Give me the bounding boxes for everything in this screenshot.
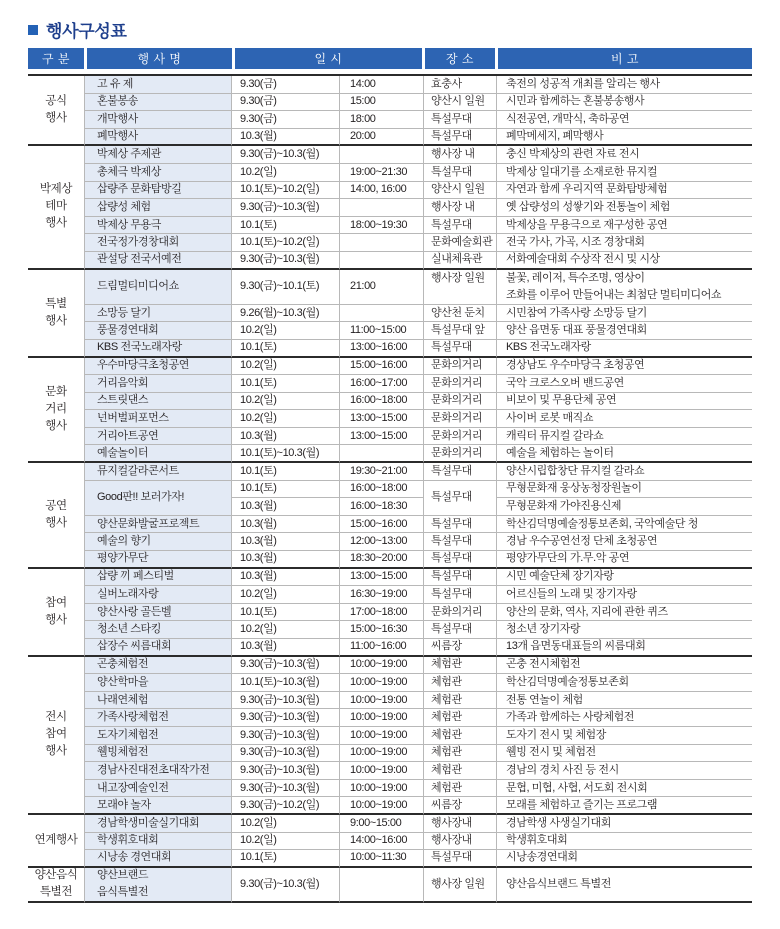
group-label-line: 참여 — [45, 728, 67, 741]
event-place: 체험관 — [424, 657, 497, 675]
event-note: 비보이 및 무용단체 공연 — [497, 393, 752, 411]
event-name: 양산사랑 골든벨 — [85, 604, 232, 622]
event-note: 평양가무단의 가.무.악 공연 — [497, 551, 752, 569]
event-name: 시낭송 경연대회 — [85, 850, 232, 868]
event-time: 11:00~15:00 — [340, 322, 424, 340]
event-note: 경상남도 우수마당극 초청공연 — [497, 358, 752, 376]
group-label-line: 거리 — [45, 402, 67, 415]
group-label-line: 행사 — [45, 613, 67, 626]
event-time: 16:00~17:00 — [340, 375, 424, 393]
event-time: 17:00~18:00 — [340, 604, 424, 622]
event-date: 9.30(금)~10.2(일) — [232, 797, 340, 815]
group-label — [28, 815, 85, 868]
event-place: 특설무대 앞 — [424, 322, 497, 340]
event-name: 나래연체험 — [85, 692, 232, 710]
event-note: 전통 연놀이 체험 — [497, 692, 752, 710]
event-time: 16:00~18:00 — [340, 481, 424, 499]
group-label-line: 행사 — [45, 516, 67, 529]
event-place: 양산시 일원 — [424, 94, 497, 112]
event-place: 특설무대 — [424, 463, 497, 481]
event-date: 10.2(일) — [232, 621, 340, 639]
event-time: 18:30~20:00 — [340, 551, 424, 569]
event-place: 체험관 — [424, 709, 497, 727]
event-name: 도자기체험전 — [85, 727, 232, 745]
schedule-table-body — [28, 74, 752, 903]
group-label-line: 박제상 — [39, 183, 73, 196]
group-label-line: 양산음식 — [34, 869, 78, 882]
group-label-line: 행사 — [45, 314, 67, 327]
event-name — [85, 868, 232, 903]
event-name: 넌버벌퍼포먼스 — [85, 410, 232, 428]
event-name: 고 유 제 — [85, 76, 232, 94]
event-note: 청소년 장기자랑 — [497, 621, 752, 639]
group-label-line: 전시 — [45, 711, 67, 724]
event-note: 경남학생 사생실기대회 — [497, 815, 752, 833]
event-note: 학생휘호대회 — [497, 833, 752, 851]
event-date: 9.30(금) — [232, 94, 340, 112]
event-time: 15:00 — [340, 94, 424, 112]
event-place: 문화의거리 — [424, 445, 497, 463]
group-label-line: 행사 — [45, 419, 67, 432]
group-label-line: 특별전 — [39, 886, 73, 899]
event-place: 특설무대 — [424, 621, 497, 639]
event-name-line: 음식특별전 — [97, 886, 149, 899]
event-place: 특설무대 — [424, 569, 497, 587]
event-place: 체험관 — [424, 727, 497, 745]
event-time: 21:00 — [340, 270, 424, 305]
event-place: 행사장 내 — [424, 199, 497, 217]
event-name: 전국정가경창대회 — [85, 234, 232, 252]
event-note: 국악 크로스오버 밴드공연 — [497, 375, 752, 393]
group-label-line: 문화 — [45, 385, 67, 398]
event-date: 10.2(일) — [232, 358, 340, 376]
event-date: 9.30(금)~10.3(월) — [232, 745, 340, 763]
group-label — [28, 463, 85, 569]
event-note: 자연과 함께 우리지역 문화탐방체험 — [497, 182, 752, 200]
event-place: 체험관 — [424, 745, 497, 763]
page-title — [28, 16, 127, 42]
event-date: 10.3(월) — [232, 569, 340, 587]
event-place: 특설무대 — [424, 586, 497, 604]
event-time: 15:00~16:00 — [340, 516, 424, 534]
group-label — [28, 270, 85, 358]
event-time: 11:00~16:00 — [340, 639, 424, 657]
event-time: 16:00~18:00 — [340, 393, 424, 411]
event-note: 사이버 로봇 매직쇼 — [497, 410, 752, 428]
event-note: 양산 읍면동 대표 풍물경연대회 — [497, 322, 752, 340]
event-name: 곤충체험전 — [85, 657, 232, 675]
event-place: 특설무대 — [424, 164, 497, 182]
event-name: 평양가무단 — [85, 551, 232, 569]
group-label-line: 공연 — [45, 499, 67, 512]
event-name: 거리음악회 — [85, 375, 232, 393]
event-name: 우수마당극초청공연 — [85, 358, 232, 376]
group-label — [28, 358, 85, 464]
event-time: 16:30~19:00 — [340, 586, 424, 604]
event-note: KBS 전국노래자랑 — [497, 340, 752, 358]
event-date: 10.2(일) — [232, 322, 340, 340]
event-name: 삽량 끼 페스티벌 — [85, 569, 232, 587]
event-note-line: 조화를 이루어 만들어내는 최첨단 멀티미디어쇼 — [506, 288, 722, 301]
event-name: 뮤지컬갈라콘서트 — [85, 463, 232, 481]
event-place: 행사장내 — [424, 833, 497, 851]
event-note-line: 불꽃, 레이저, 특수조명, 영상이 — [506, 271, 645, 284]
event-place: 특설무대 — [424, 516, 497, 534]
event-name: 혼불봉송 — [85, 94, 232, 112]
event-note — [497, 270, 752, 305]
event-name: 양산학마을 — [85, 674, 232, 692]
event-note: 곤충 전시체험전 — [497, 657, 752, 675]
event-time: 10:00~19:00 — [340, 745, 424, 763]
event-name: 박제상 무용극 — [85, 217, 232, 235]
event-name: 웰빙체험전 — [85, 745, 232, 763]
event-name-line: 양산브랜드 — [97, 869, 149, 882]
header-datetime: 일 시 — [235, 48, 422, 69]
event-place: 특설무대 — [424, 217, 497, 235]
event-note: 축전의 성공적 개최를 알리는 행사 — [497, 76, 752, 94]
event-place: 행사장 내 — [424, 146, 497, 164]
event-time: 10:00~19:00 — [340, 780, 424, 798]
event-note: 모래를 체험하고 즐기는 프로그램 — [497, 797, 752, 815]
event-place: 문화의거리 — [424, 604, 497, 622]
event-time: 9:00~15:00 — [340, 815, 424, 833]
event-date: 10.3(월) — [232, 129, 340, 147]
event-date: 10.1(토) — [232, 481, 340, 499]
event-time — [340, 199, 424, 217]
event-date: 10.3(월) — [232, 551, 340, 569]
event-date: 10.3(월) — [232, 533, 340, 551]
event-time: 18:00 — [340, 111, 424, 129]
event-note: 폐막메세지, 폐막행사 — [497, 129, 752, 147]
event-name: 풍물경연대회 — [85, 322, 232, 340]
event-place: 특설무대 — [424, 111, 497, 129]
event-place: 행사장내 — [424, 815, 497, 833]
event-date: 9.30(금)~10.3(월) — [232, 709, 340, 727]
event-name: Good판!! 보러가자! — [85, 481, 232, 516]
event-place: 특설무대 — [424, 129, 497, 147]
event-note: 도자기 전시 및 체험장 — [497, 727, 752, 745]
event-date: 9.30(금)~10.3(월) — [232, 868, 340, 903]
event-time: 10:00~11:30 — [340, 850, 424, 868]
page-title-text: 행사구성표 — [46, 21, 127, 41]
event-note: 웰빙 전시 및 체험전 — [497, 745, 752, 763]
event-note: 무형문화재 가야진용신제 — [497, 498, 752, 516]
event-name: 폐막행사 — [85, 129, 232, 147]
event-time — [340, 146, 424, 164]
event-date: 9.30(금)~10.3(월) — [232, 657, 340, 675]
event-name: 관설당 전국서예전 — [85, 252, 232, 270]
group-label-line: 연계행사 — [34, 833, 78, 846]
header-place: 장 소 — [425, 48, 495, 69]
event-note: 전국 가사, 가곡, 시조 경창대회 — [497, 234, 752, 252]
event-date: 10.1(토) — [232, 463, 340, 481]
event-time: 10:00~19:00 — [340, 674, 424, 692]
event-place: 문화의거리 — [424, 428, 497, 446]
event-date: 9.30(금)~10.3(월) — [232, 762, 340, 780]
event-place: 문화의거리 — [424, 358, 497, 376]
event-note: 시민 예술단체 장기자랑 — [497, 569, 752, 587]
group-label — [28, 868, 85, 903]
event-place: 특설무대 — [424, 551, 497, 569]
event-name: 예술놀이터 — [85, 445, 232, 463]
event-note: 충신 박제상의 관련 자료 전시 — [497, 146, 752, 164]
event-name: 거리아트공연 — [85, 428, 232, 446]
event-note: 옛 삽량성의 성쌓기와 전통놀이 체험 — [497, 199, 752, 217]
event-place: 양산천 둔치 — [424, 305, 497, 323]
event-note: 식전공연, 개막식, 축하공연 — [497, 111, 752, 129]
event-date: 9.30(금)~10.3(월) — [232, 780, 340, 798]
event-note: 캐릭터 뮤지컬 갈라쇼 — [497, 428, 752, 446]
event-date: 10.2(일) — [232, 815, 340, 833]
event-time: 10:00~19:00 — [340, 797, 424, 815]
event-name: 스트릿댄스 — [85, 393, 232, 411]
event-time — [340, 234, 424, 252]
event-place: 씨름장 — [424, 797, 497, 815]
event-place: 특설무대 — [424, 533, 497, 551]
event-place: 효충사 — [424, 76, 497, 94]
event-place: 문화의거리 — [424, 393, 497, 411]
event-place: 문화의거리 — [424, 375, 497, 393]
event-name: 드림멀티미디어쇼 — [85, 270, 232, 305]
event-date: 10.2(일) — [232, 164, 340, 182]
event-time: 19:30~21:00 — [340, 463, 424, 481]
event-date: 10.2(일) — [232, 586, 340, 604]
event-time: 14:00, 16:00 — [340, 182, 424, 200]
event-date: 10.1(토)~10.2(일) — [232, 234, 340, 252]
group-label-line: 참여 — [45, 596, 67, 609]
event-note: 학산김덕명예술정통보존회 — [497, 674, 752, 692]
event-name: 예술의 향기 — [85, 533, 232, 551]
event-place: 체험관 — [424, 780, 497, 798]
event-note: 박제상 일대기를 소재로한 뮤지컬 — [497, 164, 752, 182]
event-date: 9.30(금) — [232, 111, 340, 129]
event-name: 개막행사 — [85, 111, 232, 129]
event-date: 10.1(토)~10.3(월) — [232, 674, 340, 692]
event-note: 경남 우수공연선정 단체 초청공연 — [497, 533, 752, 551]
event-name: 경남학생미술실기대회 — [85, 815, 232, 833]
event-time — [340, 305, 424, 323]
event-time: 15:00~16:00 — [340, 358, 424, 376]
event-place: 특설무대 — [424, 850, 497, 868]
event-date: 10.2(일) — [232, 393, 340, 411]
event-place: 실내체육관 — [424, 252, 497, 270]
event-place: 특설무대 — [424, 340, 497, 358]
event-time: 13:00~15:00 — [340, 428, 424, 446]
event-note: 가족과 함께하는 사랑체험전 — [497, 709, 752, 727]
group-label-line: 테마 — [45, 200, 67, 213]
event-place: 체험관 — [424, 674, 497, 692]
event-name: 모래야 놀자 — [85, 797, 232, 815]
event-note: 시낭송경연대회 — [497, 850, 752, 868]
event-time: 14:00~16:00 — [340, 833, 424, 851]
group-label — [28, 76, 85, 146]
event-note: 어르신들의 노래 및 장기자랑 — [497, 586, 752, 604]
group-label-line: 특별 — [45, 297, 67, 310]
group-label-line: 행사 — [45, 112, 67, 125]
event-time: 10:00~19:00 — [340, 709, 424, 727]
event-date: 10.3(월) — [232, 498, 340, 516]
event-time — [340, 445, 424, 463]
event-date: 10.1(토) — [232, 604, 340, 622]
event-note: 서화예술대회 수상작 전시 및 시상 — [497, 252, 752, 270]
event-name: 총체극 박제상 — [85, 164, 232, 182]
event-date: 9.30(금)~10.3(월) — [232, 727, 340, 745]
event-time: 16:00~18:30 — [340, 498, 424, 516]
event-time: 10:00~19:00 — [340, 727, 424, 745]
event-time: 10:00~19:00 — [340, 657, 424, 675]
event-note: 시민과 함께하는 혼불봉송행사 — [497, 94, 752, 112]
event-time: 19:00~21:30 — [340, 164, 424, 182]
event-place: 체험관 — [424, 692, 497, 710]
event-name: 삽량성 체험 — [85, 199, 232, 217]
group-label — [28, 657, 85, 815]
event-place: 체험관 — [424, 762, 497, 780]
event-name: 학생휘호대회 — [85, 833, 232, 851]
event-place: 문화의거리 — [424, 410, 497, 428]
event-name: 양산문화발굴프로젝트 — [85, 516, 232, 534]
event-place: 양산시 일원 — [424, 182, 497, 200]
event-note: 무형문화재 웅상농청장원놀이 — [497, 481, 752, 499]
event-time: 15:00~16:30 — [340, 621, 424, 639]
event-place: 문화예술회관 — [424, 234, 497, 252]
event-note: 학산김덕명예술정통보존회, 국악예술단 청 — [497, 516, 752, 534]
event-time: 13:00~15:00 — [340, 410, 424, 428]
event-name: 가족사랑체험전 — [85, 709, 232, 727]
event-date: 9.26(월)~10.3(월) — [232, 305, 340, 323]
group-label-line: 공식 — [45, 95, 67, 108]
event-date: 10.1(토)~10.3(월) — [232, 445, 340, 463]
event-name: 청소년 스타킹 — [85, 621, 232, 639]
group-label — [28, 569, 85, 657]
event-time: 10:00~19:00 — [340, 762, 424, 780]
event-name: KBS 전국노래자랑 — [85, 340, 232, 358]
event-time: 13:00~16:00 — [340, 340, 424, 358]
group-label-line: 행사 — [45, 745, 67, 758]
event-place: 행사장 일원 — [424, 868, 497, 903]
event-name: 실버노래자랑 — [85, 586, 232, 604]
group-label — [28, 146, 85, 269]
event-note: 박제상을 무용극으로 재구성한 공연 — [497, 217, 752, 235]
event-date: 10.3(월) — [232, 516, 340, 534]
event-date: 10.2(일) — [232, 833, 340, 851]
group-label-line: 행사 — [45, 217, 67, 230]
event-date: 10.3(월) — [232, 428, 340, 446]
event-date: 10.1(토) — [232, 217, 340, 235]
event-name: 삽장수 씨름대회 — [85, 639, 232, 657]
event-note: 양산시립합창단 뮤지컬 갈라쇼 — [497, 463, 752, 481]
event-date: 10.1(토) — [232, 375, 340, 393]
event-time: 10:00~19:00 — [340, 692, 424, 710]
event-date: 9.30(금) — [232, 76, 340, 94]
header-category: 구 분 — [28, 48, 84, 69]
event-date: 9.30(금)~10.3(월) — [232, 252, 340, 270]
event-date: 10.3(월) — [232, 639, 340, 657]
event-date: 9.30(금)~10.3(월) — [232, 199, 340, 217]
event-note: 시민참여 가족사랑 소망등 달기 — [497, 305, 752, 323]
event-name: 박제상 주제관 — [85, 146, 232, 164]
event-note: 13개 읍면동대표들의 씨름대회 — [497, 639, 752, 657]
event-time: 20:00 — [340, 129, 424, 147]
event-note: 문협, 미협, 사협, 서도회 전시회 — [497, 780, 752, 798]
header-event-name: 행 사 명 — [87, 48, 232, 69]
event-name: 내고장예술인전 — [85, 780, 232, 798]
square-bullet-icon — [28, 25, 38, 35]
event-note: 경남의 경치 사진 등 전시 — [497, 762, 752, 780]
event-time: 12:00~13:00 — [340, 533, 424, 551]
event-time — [340, 252, 424, 270]
event-note: 양산의 문화, 역사, 지리에 관한 퀴즈 — [497, 604, 752, 622]
event-date: 9.30(금)~10.3(월) — [232, 146, 340, 164]
event-time: 13:00~15:00 — [340, 569, 424, 587]
event-name: 소망등 달기 — [85, 305, 232, 323]
event-date: 10.1(토) — [232, 340, 340, 358]
event-note: 양산음식브랜드 특별전 — [497, 868, 752, 903]
event-name: 삽량주 문화탐방길 — [85, 182, 232, 200]
event-time — [340, 868, 424, 903]
event-date: 9.30(금)~10.3(월) — [232, 692, 340, 710]
event-place: 특설무대 — [424, 481, 497, 516]
event-date: 9.30(금)~10.1(토) — [232, 270, 340, 305]
header-note: 비 고 — [498, 48, 752, 69]
event-place: 행사장 일원 — [424, 270, 497, 305]
event-date: 10.2(일) — [232, 410, 340, 428]
event-time: 18:00~19:30 — [340, 217, 424, 235]
event-note: 예술을 체험하는 놀이터 — [497, 445, 752, 463]
event-time: 14:00 — [340, 76, 424, 94]
event-date: 10.1(토)~10.2(일) — [232, 182, 340, 200]
event-place: 씨름장 — [424, 639, 497, 657]
event-name: 경남사진대전초대작가전 — [85, 762, 232, 780]
event-date: 10.1(토) — [232, 850, 340, 868]
